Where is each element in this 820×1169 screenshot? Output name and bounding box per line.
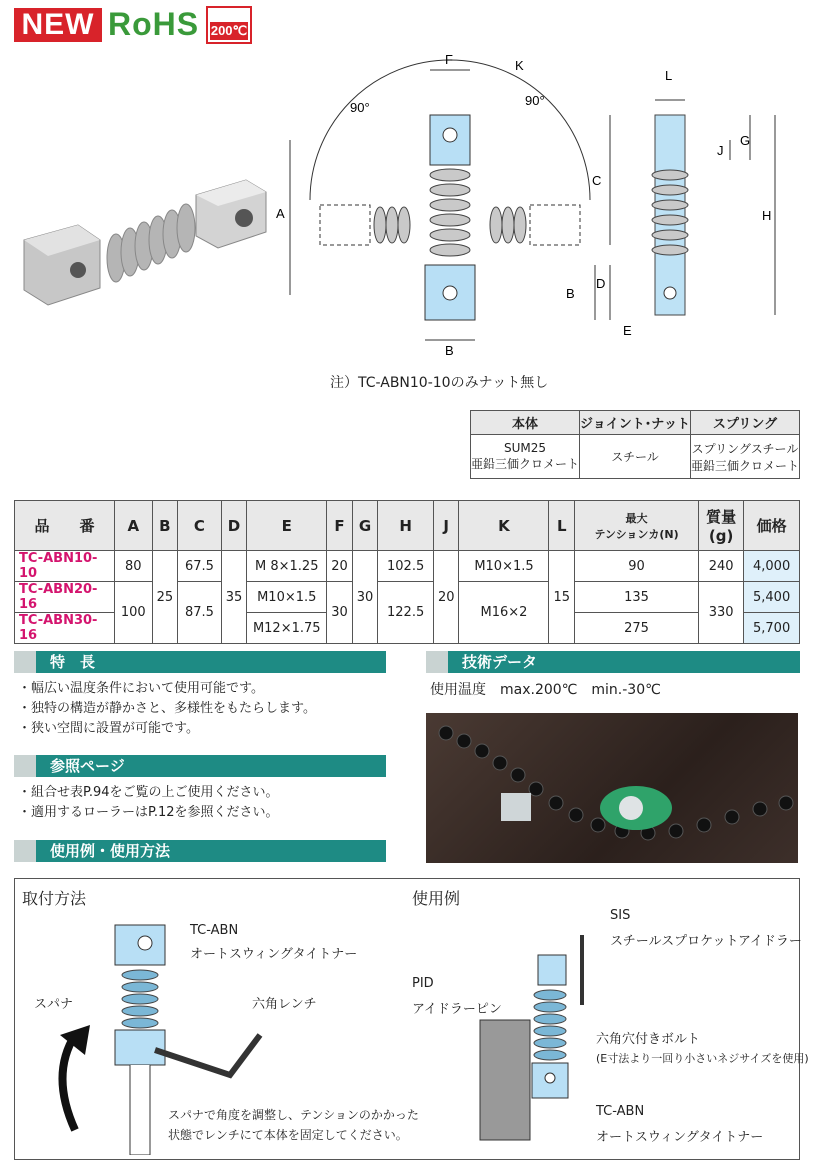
spanner-label: スパナ [34, 997, 74, 1012]
svg-text:K: K [515, 58, 524, 73]
pid-label: PID [412, 976, 434, 991]
svg-text:C: C [592, 173, 602, 188]
features-list: ・幅広い温度条件において使用可能です。 ・独特の構造が静かさと、多様性をもたらします。 ・狭い空間に設置が可能です。 [18, 681, 316, 736]
pid-sub: アイドラーピン [412, 1002, 502, 1017]
reference-header: 参照ページ [14, 755, 386, 777]
mount-tcabn-sub: オートスウィングタイトナー [190, 947, 358, 962]
mount-caption-2: 状態でレンチにて本体を固定してください。 [168, 1128, 408, 1142]
svg-text:E: E [623, 323, 632, 338]
spec-table: 品 番 A B C D E F G H J K L 最大 テンションカ(N) 質量 (g) 価格 TC-ABN10-10 80 25 67.5 35 M 8×1.25 20 30 102.5 20 M10×1.5 15 90 240 4,000 TC-ABN20-16 100 87.5 M10×1.5 30 122.5 M16×2 135 330 5,400 TC-ABN30-16 M12×1.75 275 5,700 [14, 500, 800, 644]
tech-header: 技術データ [426, 651, 800, 673]
wrench-label: 六角レンチ [252, 997, 317, 1012]
usage-header: 使用例・使用方法 [14, 840, 386, 862]
table-row: TC-ABN20-16 100 87.5 M10×1.5 30 122.5 M16×2 135 330 5,400 [15, 582, 800, 613]
svg-text:F: F [445, 52, 453, 67]
rohs-badge: RoHS [108, 6, 200, 42]
svg-text:B: B [566, 286, 575, 301]
reference-list: ・組合せ表P.94をご覧の上ご使用ください。 ・適用するローラーはP.12を参照ください。 [18, 785, 279, 820]
svg-text:90°: 90° [525, 93, 545, 108]
features-header: 特 長 [14, 651, 386, 673]
table-row: TC-ABN10-10 80 25 67.5 35 M 8×1.25 20 30 102.5 20 M10×1.5 15 90 240 4,000 [15, 551, 800, 582]
temp-range: 使用温度 max.200℃ min.-30℃ [430, 682, 661, 698]
svg-text:D: D [596, 276, 606, 291]
example-title: 使用例 [412, 889, 461, 908]
mount-title: 取付方法 [22, 889, 87, 908]
sis-label: SIS [610, 908, 631, 923]
bolt-label: 六角穴付きボルト [596, 1032, 701, 1047]
table-row: TC-ABN30-16 M12×1.75 275 5,700 [15, 613, 800, 644]
material-table: 本体 ジョイント･ナット スプリング SUM25 亜鉛三価クロメート スチール スプリングスチール 亜鉛三価クロメート [470, 410, 800, 479]
mount-tcabn-label: TC-ABN [190, 923, 239, 938]
bolt-sub: (E寸法より一回り小さいネジサイズを使用) [596, 1052, 809, 1065]
svg-text:90°: 90° [350, 100, 370, 115]
svg-text:J: J [717, 143, 724, 158]
example-illustration [470, 925, 610, 1150]
product-image [18, 170, 268, 310]
new-badge: NEW [14, 8, 102, 42]
svg-text:G: G [740, 133, 751, 148]
example-tcabn-label: TC-ABN [596, 1104, 645, 1119]
svg-text:L: L [665, 68, 673, 83]
example-tcabn-sub: オートスウィングタイトナー [596, 1130, 764, 1145]
dimension-drawing [270, 50, 800, 360]
mount-caption-1: スパナで角度を調整し、テンションのかかった [168, 1108, 419, 1122]
svg-text:A: A [276, 206, 285, 221]
sis-sub: スチールスプロケットアイドラー [610, 934, 802, 949]
svg-text:B: B [445, 343, 454, 358]
temp-badge: 200℃ [206, 6, 252, 44]
drawing-note: 注）TC-ABN10-10のみナット無し [330, 375, 549, 391]
svg-text:H: H [762, 208, 772, 223]
usage-photo [426, 713, 798, 863]
